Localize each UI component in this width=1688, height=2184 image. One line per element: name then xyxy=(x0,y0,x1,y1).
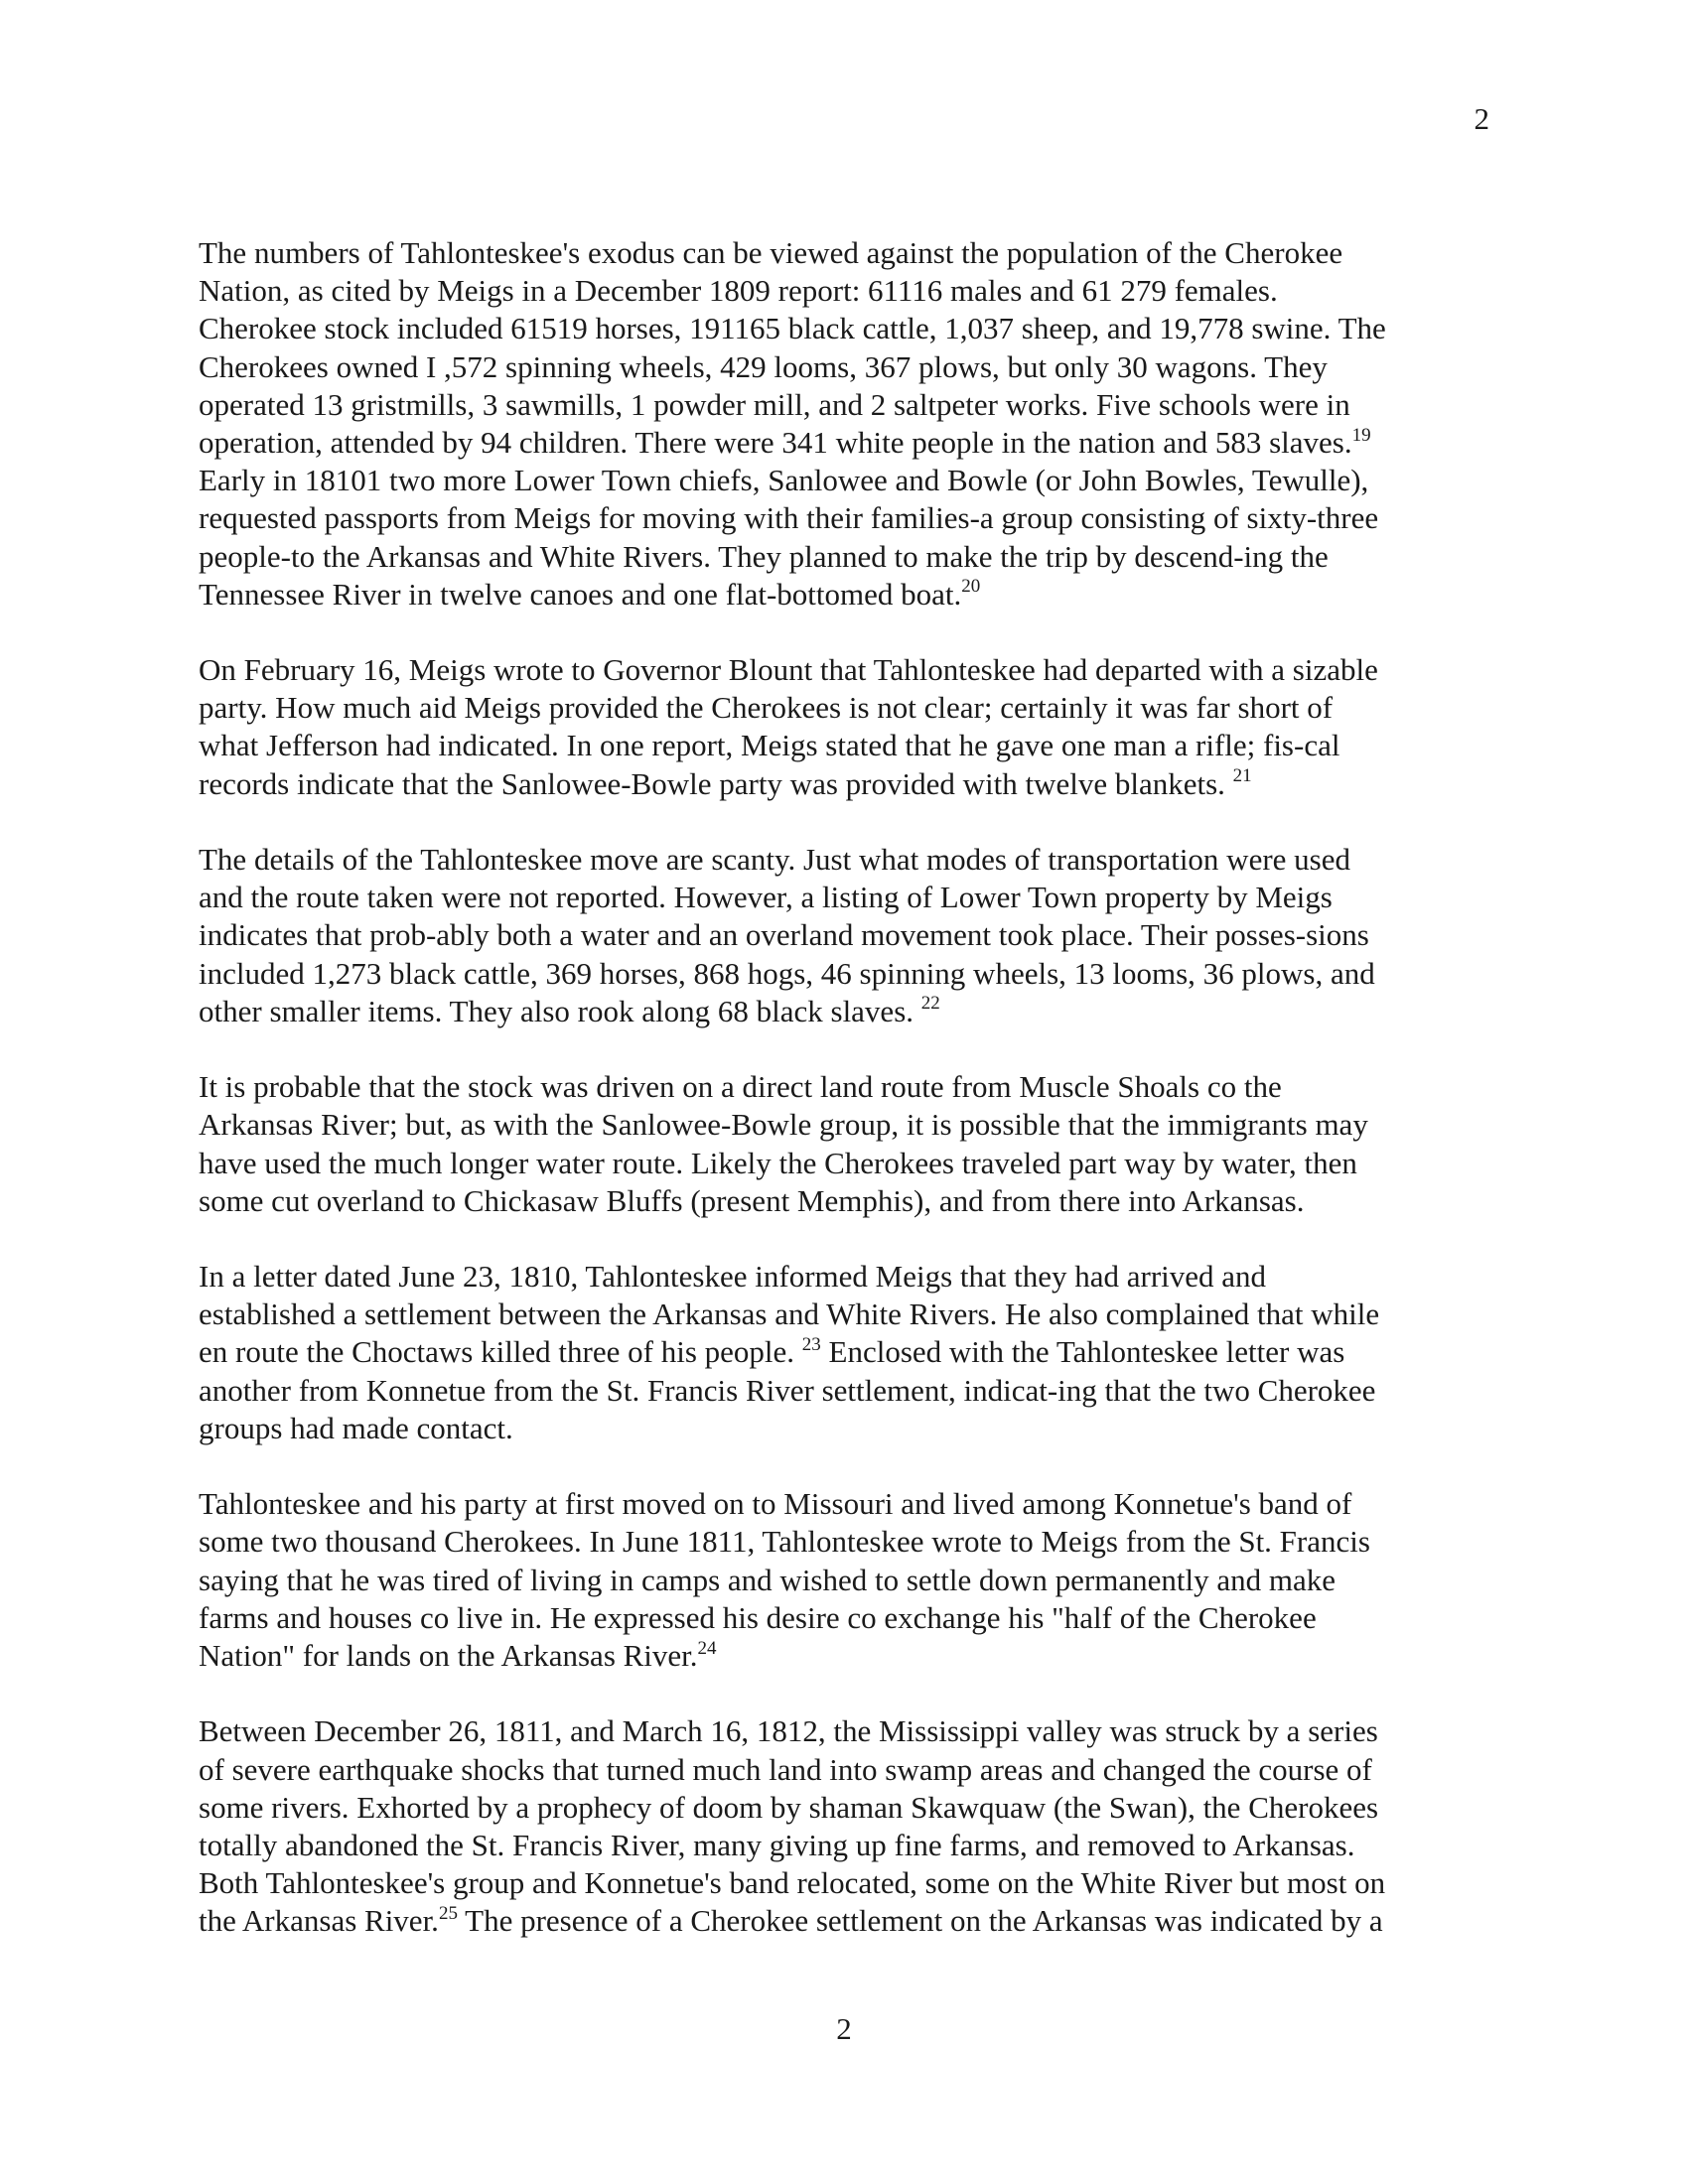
text-line xyxy=(199,499,1489,537)
line-text-continued: Enclosed with the Tahlonteskee letter was xyxy=(820,1334,1345,1370)
line-text: Tennessee River in twelve canoes and one flat-bottomed boat. xyxy=(199,576,962,612)
text-line xyxy=(199,1637,1489,1675)
text-line xyxy=(199,689,1489,727)
text-line xyxy=(199,1827,1489,1864)
line-text: Cherokee stock included 61519 horses, 191165 black cattle, 1,037 sheep, and 19,778 swine. The xyxy=(199,311,1386,346)
text-line xyxy=(199,765,1489,803)
line-text: The numbers of Tahlonteskee's exodus can be viewed against the population of the Cherokee xyxy=(199,235,1343,270)
line-text: In a letter dated June 23, 1810, Tahlonteskee informed Meigs that they had arrived and xyxy=(199,1259,1267,1295)
line-text: established a settlement between the Arkansas and White Rivers. He also complained that while xyxy=(199,1297,1380,1332)
line-text: Both Tahlonteskee's group and Konnetue's band relocated, some on the White River but most on xyxy=(199,1865,1386,1901)
text-line xyxy=(199,1296,1489,1333)
line-text: another from Konnetue from the St. Francis River settlement, indicat-ing that the two Cherokee xyxy=(199,1372,1376,1408)
text-line xyxy=(199,727,1489,764)
line-text: Nation, as cited by Meigs in a December 1809 report: 61116 males and 61 279 females. xyxy=(199,273,1278,309)
line-text: some rivers. Exhorted by a prophecy of doom by shaman Skawquaw (the Swan), the Cherokees xyxy=(199,1789,1379,1825)
paragraph xyxy=(199,1712,1489,1940)
text-line xyxy=(199,272,1489,310)
line-text: party. How much aid Meigs provided the Cherokees is not clear; certainly it was far short of xyxy=(199,690,1334,726)
footnote-marker: 20 xyxy=(961,576,981,598)
text-line xyxy=(199,1333,1489,1371)
line-text: Nation" for lands on the Arkansas River. xyxy=(199,1637,698,1673)
line-text: have used the much longer water route. Likely the Cherokees traveled part way by water, then xyxy=(199,1145,1357,1180)
footer-page-number: 2 xyxy=(836,2011,852,2046)
text-line xyxy=(199,1106,1489,1144)
text-line xyxy=(199,1789,1489,1827)
text-line xyxy=(199,1751,1489,1789)
line-text: Tahlonteskee and his party at first moved on to Missouri and lived among Konnetue's band of xyxy=(199,1486,1352,1522)
text-line xyxy=(199,651,1489,689)
line-text: requested passports from Meigs for moving with their families-a group consisting of sixty-three xyxy=(199,500,1379,536)
header-page-number: 2 xyxy=(1474,101,1489,136)
text-line xyxy=(199,1712,1489,1750)
line-text: On February 16, Meigs wrote to Governor Blount that Tahlonteskee had departed with a sizable xyxy=(199,652,1378,688)
text-line xyxy=(199,1410,1489,1447)
paragraph xyxy=(199,1258,1489,1447)
text-line xyxy=(199,1372,1489,1410)
line-text: Arkansas River; but, as with the Sanlowee-Bowle group, it is possible that the immigrants may xyxy=(199,1107,1368,1143)
text-line xyxy=(199,234,1489,272)
text-line xyxy=(199,1902,1489,1940)
paragraph xyxy=(199,1485,1489,1675)
line-text: Cherokees owned I ,572 spinning wheels, 429 looms, 367 plows, but only 30 wagons. They xyxy=(199,348,1328,384)
paragraph xyxy=(199,841,1489,1030)
line-text: records indicate that the Sanlowee-Bowle party was provided with twelve blankets. xyxy=(199,765,1233,801)
line-text: the Arkansas River. xyxy=(199,1903,439,1939)
line-text: Between December 26, 1811, and March 16, 1812, the Mississippi valley was struck by a series xyxy=(199,1713,1378,1749)
footnote-marker: 23 xyxy=(801,1334,821,1356)
text-line xyxy=(199,1145,1489,1182)
line-text-continued: The presence of a Cherokee settlement on the Arkansas was indicated by a xyxy=(457,1903,1383,1939)
line-text: It is probable that the stock was driven on a direct land route from Muscle Shoals co the xyxy=(199,1069,1282,1105)
footnote-marker: 22 xyxy=(920,993,940,1015)
footnote-marker: 25 xyxy=(438,1902,458,1924)
text-line xyxy=(199,538,1489,576)
text-line xyxy=(199,310,1489,347)
footnote-marker: 21 xyxy=(1232,765,1252,787)
paragraph xyxy=(199,1068,1489,1220)
line-text: some cut overland to Chickasaw Bluffs (present Memphis), and from there into Arkansas. xyxy=(199,1182,1305,1218)
text-line xyxy=(199,841,1489,879)
text-line xyxy=(199,1068,1489,1106)
line-text: and the route taken were not reported. However, a listing of Lower Town property by Meigs xyxy=(199,880,1333,915)
text-line xyxy=(199,1485,1489,1523)
text-line xyxy=(199,1182,1489,1220)
text-line xyxy=(199,879,1489,916)
text-line xyxy=(199,1523,1489,1561)
line-text: other smaller items. They also rook along 68 black slaves. xyxy=(199,993,921,1028)
text-line xyxy=(199,1599,1489,1637)
line-text: of severe earthquake shocks that turned much land into swamp areas and changed the course of xyxy=(199,1751,1372,1787)
line-text: totally abandoned the St. Francis River, many giving up fine farms, and removed to Arkansas. xyxy=(199,1827,1355,1862)
line-text: operated 13 gristmills, 3 sawmills, 1 powder mill, and 2 saltpeter works. Five schools were in xyxy=(199,386,1350,422)
text-line xyxy=(199,462,1489,499)
text-line xyxy=(199,576,1489,614)
paragraph xyxy=(199,234,1489,614)
text-line xyxy=(199,955,1489,993)
line-text: people-to the Arkansas and White Rivers. They planned to make the trip by descend-ing the xyxy=(199,538,1329,574)
text-line xyxy=(199,1562,1489,1599)
line-text: included 1,273 black cattle, 369 horses, 868 hogs, 46 spinning wheels, 13 looms, 36 plows, and xyxy=(199,955,1375,991)
document-body xyxy=(199,234,1489,1940)
text-line xyxy=(199,424,1489,462)
text-line xyxy=(199,916,1489,954)
line-text: saying that he was tired of living in camps and wished to settle down permanently and make xyxy=(199,1562,1336,1597)
line-text: Early in 18101 two more Lower Town chiefs, Sanlowee and Bowle (or John Bowles, Tewulle), xyxy=(199,463,1369,498)
footnote-marker: 19 xyxy=(1351,424,1371,446)
footnote-marker: 24 xyxy=(697,1637,717,1659)
line-text: farms and houses co live in. He expressed his desire co exchange his "half of the Cherokee xyxy=(199,1599,1317,1635)
line-text: indicates that prob-ably both a water and an overland movement took place. Their posses-sions xyxy=(199,917,1369,953)
line-text: groups had made contact. xyxy=(199,1410,513,1445)
paragraph xyxy=(199,651,1489,803)
line-text: what Jefferson had indicated. In one report, Meigs stated that he gave one man a rifle; fis-cal xyxy=(199,728,1340,763)
line-text: some two thousand Cherokees. In June 1811, Tahlonteskee wrote to Meigs from the St. Francis xyxy=(199,1524,1370,1560)
text-line xyxy=(199,348,1489,386)
text-line xyxy=(199,1864,1489,1902)
text-line xyxy=(199,1258,1489,1296)
line-text: operation, attended by 94 children. There were 341 white people in the nation and 583 slaves. xyxy=(199,424,1352,460)
line-text: The details of the Tahlonteskee move are scanty. Just what modes of transportation were used xyxy=(199,842,1350,877)
text-line xyxy=(199,386,1489,424)
text-line xyxy=(199,993,1489,1030)
line-text: en route the Choctaws killed three of his people. xyxy=(199,1334,802,1370)
